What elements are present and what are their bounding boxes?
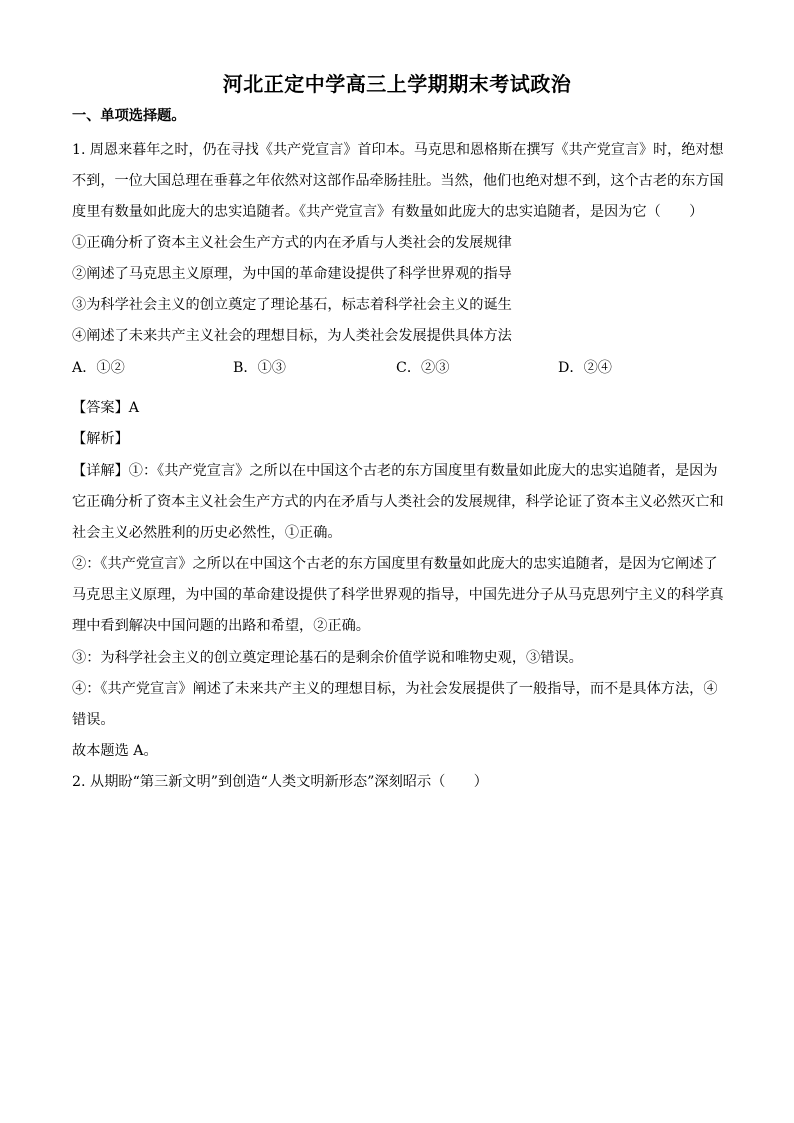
section-heading: 一、单项选择题。 xyxy=(72,108,186,124)
q1-explanation-line-8: ④：《共产党宣言》阐述了未来共产主义的理想目标，为社会发展提供了一般指导，而不是具体方法，④ xyxy=(72,681,718,697)
q1-explanation-line-7: ③：为科学社会主义的创立奠定理论基石的是剩余价值学说和唯物史观，③错误。 xyxy=(72,650,583,666)
q1-answer xyxy=(72,398,139,418)
q1-conclusion: 故本题选 A。 xyxy=(72,743,158,759)
q1-explanation-line-6: 理中看到解决中国问题的出路和希望，②正确。 xyxy=(72,618,370,634)
q1-statement-2: ②阐述了马克思主义原理，为中国的革命建设提供了科学世界观的指导 xyxy=(72,266,512,282)
q1-statement-3: ③为科学社会主义的创立奠定了理论基石，标志着科学社会主义的诞生 xyxy=(72,297,512,313)
q1-explanation-line-4: ②：《共产党宣言》之所以在中国这个古老的东方国度里有数量如此庞大的忠实追随者，是因为它阐述了 xyxy=(72,556,718,572)
answer-value: A xyxy=(128,400,140,416)
q1-option-a: A．①② xyxy=(72,360,125,376)
q1-explanation-line-9: 错误。 xyxy=(72,712,115,728)
q1-explanation-line-5: 马克思主义原理，为中国的革命建设提供了科学世界观的指导，中国先进分子从马克思列宁主义的科学真 xyxy=(72,587,724,603)
q1-explanation-line-2: 它正确分析了资本主义社会生产方式的内在矛盾与人类社会的发展规律，科学论证了资本主义必然灭亡和 xyxy=(72,494,724,510)
q1-explanation-line-3: 社会主义必然胜利的历史必然性，①正确。 xyxy=(72,525,342,541)
q1-statement-1: ①正确分析了资本主义社会生产方式的内在矛盾与人类社会的发展规律 xyxy=(72,235,512,251)
detail-tag: 【详解】 xyxy=(72,463,129,479)
explanation-text: ①：《共产党宣言》之所以在中国这个古老的东方国度里有数量如此庞大的忠实追随者，是因为 xyxy=(128,463,718,479)
q1-statement-4: ④阐述了未来共产主义社会的理想目标，为人类社会发展提供具体方法 xyxy=(72,328,512,344)
q1-option-d: D．②④ xyxy=(558,360,612,376)
analysis-tag: 【解析】 xyxy=(72,431,129,447)
q2-stem: 2. 从期盼“第三新文明”到创造“人类文明新形态”深刻昭示（ ） xyxy=(72,774,488,790)
q1-option-c: C．②③ xyxy=(396,360,450,376)
q1-stem-line-2: 不到，一位大国总理在垂暮之年依然对这部作品牵肠挂肚。当然，他们也绝对想不到，这个古老的东方国 xyxy=(72,173,724,189)
answer-tag: 【答案】 xyxy=(72,400,129,416)
q1-stem-line-1: 1. 周恩来暮年之时，仍在寻找《共产党宣言》首印本。马克思和恩格斯在撰写《共产党宣言》时，绝对想 xyxy=(72,142,724,158)
q1-stem-line-3: 度里有数量如此庞大的忠实追随者。《共产党宣言》有数量如此庞大的忠实追随者，是因为它（ ） xyxy=(72,204,704,220)
q1-option-b: B．①③ xyxy=(233,360,286,376)
document-title: 河北正定中学高三上学期期末考试政治 xyxy=(222,72,572,96)
q1-explanation-line-1 xyxy=(72,461,718,481)
